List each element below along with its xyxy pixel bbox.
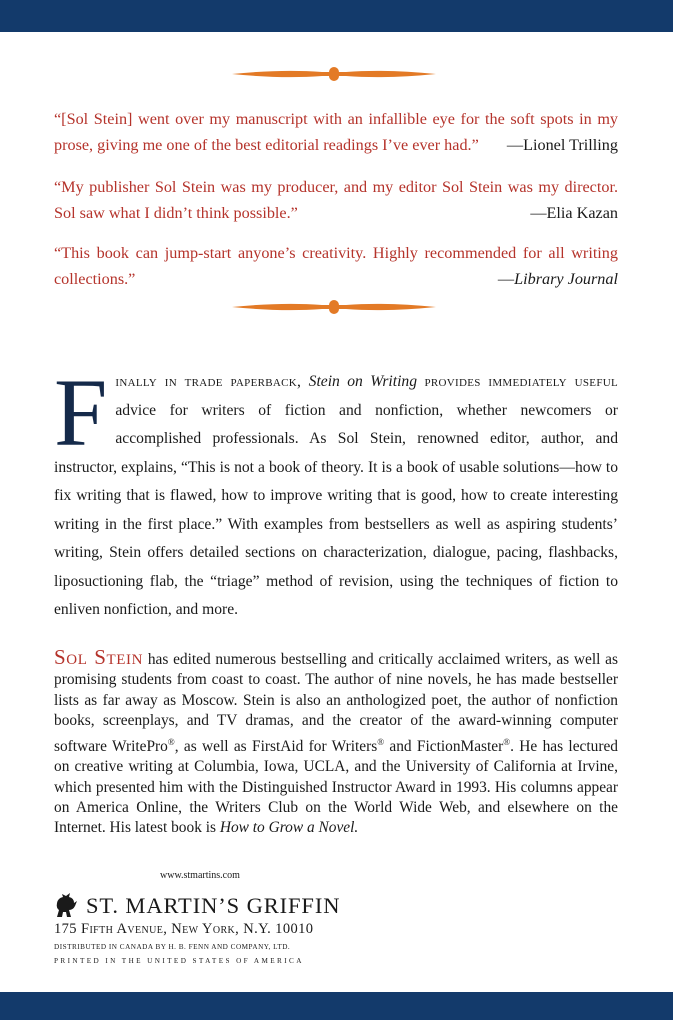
quote-attribution [498, 266, 618, 292]
quote-attribution: —Elia Kazan [530, 204, 618, 222]
description-lead-2: provides immediately useful [424, 373, 618, 390]
publisher-website[interactable]: www.stmartins.com [160, 870, 240, 881]
publisher-name: ST. MARTIN’S GRIFFIN [86, 893, 341, 918]
book-description [54, 359, 618, 625]
author-name: Sol Stein [54, 645, 144, 669]
top-color-band [0, 0, 673, 32]
griffin-icon [54, 892, 78, 918]
registered-mark: ® [167, 736, 175, 747]
quote-text: “[Sol Stein] went over my manuscript with an infallible eye for the soft spots in my prose, giving me one of the best editorial readings I’ve ever had.” [54, 110, 618, 154]
attribution-dash: — [497, 270, 515, 288]
quote-text: “My publisher Sol Stein was my producer, and my editor Sol Stein was my director. Sol saw what I didn’t think possible.” [54, 178, 618, 222]
description-lead: inally in trade paperback, [115, 373, 302, 390]
description-text: advice for writers of fiction and nonfiction, whether newcomers or accomplished professionals. As Sol Stein, renowned editor, author, and instructor, explains, “This is not a book of theory. It is a book of usable solutions—how to fix writing that is flawed, how to improve writing that is good, how to create interesting writing in the first place.” With examples from bestsellers as well as aspiring students’ writing, Stein offers detailed sections on characterization, dialogue, pacing, flashbacks, liposuctioning flab, the “triage” method of revision, using the techniques of fiction to enliven nonfiction, and more. [54, 401, 618, 618]
bio-text-2: , as well as FirstAid for Writers [174, 737, 378, 755]
review-quote-trilling [54, 106, 618, 158]
quote-text: “This book can jump-start anyone’s creativity. Highly recommended for all writing collections.” [54, 244, 618, 288]
attribution-source: Library Journal [514, 270, 618, 288]
bio-text-3: and FictionMaster [384, 737, 504, 755]
drop-cap: F [54, 359, 108, 466]
latest-book-title: How to Grow a Novel. [219, 819, 359, 837]
review-quote-kazan [54, 174, 618, 226]
quote-attribution: —Lionel Trilling [506, 136, 618, 154]
bio-text-4: . He has lectured on creative writing at Columbia, Iowa, UCLA, and the University of California at Irvine, which presented him with the Distinguished Instructor Award in 1993. His columns appear on America Online, the Writers Club on the World Wide Web, and elsewhere on the Internet. His latest book is [54, 737, 618, 837]
ornament-divider-bottom [232, 300, 436, 314]
registered-mark: ® [377, 736, 385, 747]
book-title: Stein on Writing [308, 373, 418, 390]
bio-text-1: has edited numerous bestselling and critically acclaimed writers, as well as promising students from coast to coast. The author of nine novels, he has made bestseller lists as far away as Moscow. Stein is also an anthologized poet, the author of nonfiction books, screenplays, and TV dramas, and the creator of the award-winning computer software WritePro [54, 651, 618, 755]
author-bio [54, 647, 618, 839]
publisher-address: 175 Fifth Avenue, New York, N.Y. 10010 [54, 921, 314, 937]
distribution-notice: DISTRIBUTED IN CANADA BY H. B. FENN AND COMPANY, LTD. [54, 943, 291, 951]
registered-mark: ® [503, 736, 511, 747]
bottom-color-band [0, 992, 673, 1020]
ornament-divider-top [232, 67, 436, 81]
review-quote-library-journal [54, 240, 618, 292]
printed-notice: PRINTED IN THE UNITED STATES OF AMERICA [54, 957, 304, 965]
